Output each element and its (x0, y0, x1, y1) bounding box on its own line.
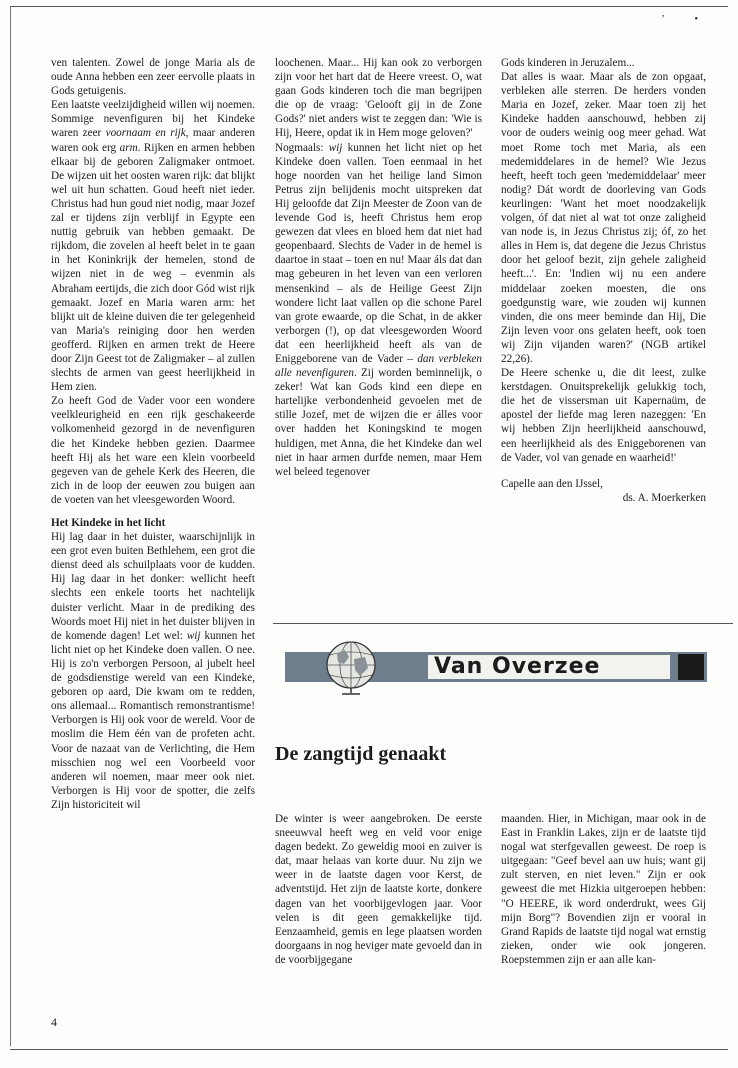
emphasis-text: wij (186, 629, 201, 642)
section-subheading: Het Kindeke in het licht (51, 517, 166, 529)
emphasis-text: dan verbleken alle nevenfiguren (275, 352, 482, 380)
col1-paragraph-4 (51, 530, 255, 812)
top-border-rule (10, 6, 728, 7)
emphasis-text: wij (328, 141, 343, 154)
col3-paragraph-1: Gods kinderen in Jeruzalem... (501, 57, 635, 69)
text-run: kunnen het licht niet op het Kindeke doen vallen. Toen eenmaal in het hoge noorden van het heilige land Simon Petrus zijn belijdenis mocht uitspreken dat Hij geloofde dat Zijn Meester de Zoon van de levende God is, heeft Christus hem erop gewezen dat vlees en bloed hem dat niet had geopenbaard. Slechts de Vader in de hemel is daartoe in staat – toen en nu! Maar áls dat dan mag gebeuren in het leven van een verloren mensenkind – als de Heilige Geest Zijn wondere licht laat vallen op die schone Parel van grote ewaarde, op die Schat, in de akker verborgen (!), op dat vleesgeworden Woord dat een heerlijkheid heeft als van de Eniggeborene van de Vader – (275, 141, 482, 365)
page-number: 4 (51, 1015, 57, 1029)
text-run: , maar anderen waren ook erg (51, 127, 255, 154)
column-1 (51, 56, 255, 812)
text-run: kunnen het licht niet op het Kindeke doen vallen. O nee. Hij is zo'n verborgen Persoon, al jubelt heel de godsdienstige wereld van een Kindeke, geboren op aard, Die kwam om te redden, ons allemaal... Romantisch remonstrantisme! Verborgen is Hij ook voor de wereld. Voor de moslim die Hem één van de profeten acht. Voor de nazaat van de Verlichting, die Hem misschien nog wel een Voorbeeld voor anderen wil noemen, maar meer ook niet. Verborgen is Hij voor de spotter, die zelfs Zijn historiciteit wil (51, 629, 255, 811)
signature-author: ds. A. Moerkerken (622, 491, 706, 504)
col1-paragraph-1: ven talenten. Zowel de jonge Maria als de oude Anna hebben een zeer eervolle plaats in Gods getuigenis. (51, 57, 255, 98)
banner-end-block (678, 654, 704, 680)
emphasis-text: arm (119, 141, 138, 154)
header-corner-marks: ’ • (661, 14, 712, 25)
section-banner-label: Van Overzee (428, 655, 670, 679)
text-run: Een laatste veelzijdigheid willen wij noemen. Sommige nevenfiguren bij het Kindeke waren zeer (51, 99, 255, 140)
bottom-border-rule (10, 1049, 728, 1050)
column-2 (275, 56, 482, 479)
article-column-2 (501, 812, 706, 967)
text-run: . Zij worden beminnelijk, o zeker! Wat kan Gods kind een diepe en hartelijke verbondenheid gevoelen met de stille Jozef, met de wijzen die er álles voor over hadden het Koningskind te mogen huldigen, met Anna, die het Kindeke dan wel niet in haar armen durfde nemen, maar Hem wel beleed tegenover (275, 367, 482, 478)
signature-place: Capelle aan den IJssel, (501, 477, 603, 490)
text-run: . Rijken en armen hebben elkaar bij de geboren Zaligmaker ontmoet. De wijzen uit het oosten waren rijk: dat blijkt wel uit hun schatten. Goud heeft niet ieder. Christus had hun goud niet nodig, maar Jozef zal er tijdens zijn verblijf in Egypte een nuttig gebruik van hebben gemaakt. De rijkdom, die zovelen al heeft belet in te gaan in het Koninkrijk der hemelen, stond de wijzen niet in de weg – evenmin als Abraham eertijds, die zich door Gód wist rijk gemaakt. Jozef en Maria waren arm: het blijkt uit de kleine duiven die ter gelegenheid van Maria's reiniging door hen werden geofferd. Rijken en armen trekt de Heere door Zijn Geest tot de Zaligmaker – al zullen slechts de armen van geest heerlijkheid in Hem zien. (51, 141, 255, 394)
text-run: Hij lag daar in het duister, waarschijnlijk in een grot even buiten Bethlehem, een grot die dienst deed als schuilplaats voor de kudden. Hij lag daar in het donker: wellicht heeft slechts een enkele toorts het nachtelijk duister verlicht. Maar in de prediking des Woords moet Hij niet in het duister blijven in de komende dagen! Let wel: (51, 531, 255, 642)
emphasis-text: voornaam en rijk (105, 127, 186, 140)
globe-icon (318, 636, 384, 696)
section-divider (273, 623, 733, 624)
col3-paragraph-2: Dat alles is waar. Maar als de zon opgaat, verbleken alle sterren. De herders vonden Maria en Jozef, zeker. Maar toen zij het Kindeke hadden aanschouwd, hebben zij voor de ouders weinig oog meer gehad. Wat moet Rome toch met Maria, als een medemiddelares in de hemel? Wie Jezus heeft, heeft toch geen 'medemiddelaar' meer nodig? Dát wordt de doorleving van Gods keurlingen: 'Want het moet noodzakelijk volgen, óf dat niet al wat tot onze zaligheid van node is, in Jezus Christus zij; óf, zo het alles in Hem is, dat degene die Jezus Christus door het geloof bezit, zijn gehele zaligheid heeft...'. En: 'Indien wij nu een andere middelaar zoeken moesten, die ons goedgunstig ware, wie zouden wij kunnen vinden, die ons meer beminde dan Hij, Die Zijn leven voor ons gelaten heeft, ook toen wij Zijn vijanden waren?' (NGB artikel 22,26). (501, 71, 706, 365)
col3-paragraph-3: De Heere schenke u, die dit leest, zulke kerstdagen. Onuitsprekelijk gelukkig toch, die het de vissersman uit Kapernaüm, de apostel der liefde mag leren nazeggen: 'En wij hebben Zijn heerlijkheid aanschouwd, een heerlijkheid als des Eniggeborenen van de Vader, vol van genade en waarheid!' (501, 367, 706, 464)
col1-paragraph-2 (51, 98, 255, 394)
text-run: Nogmaals: (275, 141, 329, 154)
col1-paragraph-3: Zo heeft God de Vader voor een wondere veelkleurigheid en een rijk geschakeerde volkomenheid gezorgd in de nevenfiguren die het Kindeke hebben gezien. Daarmee heeft Hij als het ware een klein voorbeeld gegeven van de gehele Kerk des Heeren, die zich in de loop der eeuwen zou buigen aan de voeten van het vleesgeworden Woord. (51, 395, 255, 506)
article-col2-text: maanden. Hier, in Michigan, maar ook in de East in Franklin Lakes, zijn er de laatste tijd nogal wat sterfgevallen geweest. De roep is uitgegaan: "Geef bevel aan uw huis; want gij zult sterven, en niet leven." Zijn er ook geweest die met Hizkia uitgeroepen hebben: "O HEERE, ik word onderdrukt, wees Gij mijn Borg"? Bovendien zijn er vooral in Grand Rapids de laatste tijd nogal wat ernstig zieken, onder wie ook jongeren. Roepstemmen zijn er aan alle kan- (501, 813, 706, 966)
article-title: De zangtijd genaakt (275, 743, 447, 765)
col2-paragraph-1: loochenen. Maar... Hij kan ook zo verborgen zijn voor het hart dat de Heere vreest. O, wat gaan Gods kinderen toch die man begrijpen die op de vraag: 'Gelooft gij in de Zone Gods?' niet anders wist te zeggen dan: 'Wie is Hij, Heere, opdat ik in Hem moge geloven?' (275, 57, 482, 140)
column-3 (501, 56, 706, 505)
col2-paragraph-2 (275, 141, 482, 479)
article-column-1 (275, 812, 482, 967)
left-border-rule (10, 6, 11, 1046)
article-col1-text: De winter is weer aangebroken. De eerste sneeuwval heeft weg en veld voor enige dagen bedekt. Zo geweldig mooi en zuiver is dat, maar helaas van korte duur. Nu zijn we weer in de laatste dagen voor Kerst, de adventstijd. Het zijn de laatste korte, donkere dagen van het voorbijgevlogen jaar. Voor velen is dit geen gemakkelijke tijd. Eenzaamheid, gemis en lege plaatsen worden doorgaans in nog heviger mate gevoeld dan in de voorbijgegane (275, 813, 482, 966)
